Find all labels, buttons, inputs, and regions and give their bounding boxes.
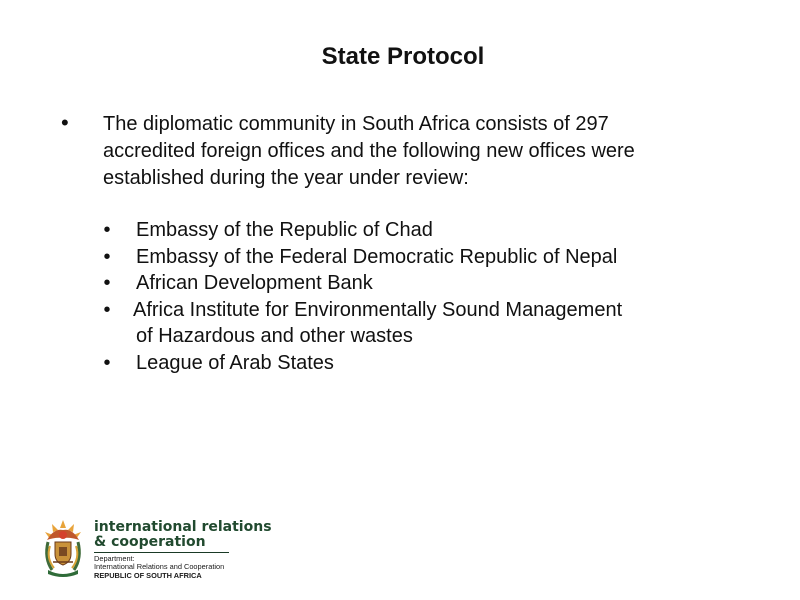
dirco-logo	[40, 518, 272, 580]
list-item	[99, 217, 639, 244]
org-name-line-1: international relations	[94, 519, 272, 535]
list-item	[99, 244, 639, 271]
bullet-icon: •	[103, 219, 111, 241]
main-bullet-icon: •	[61, 110, 69, 135]
office-name: Embassy of the Federal Democratic Republic of Nepal	[136, 245, 618, 268]
dept-line-1: Department:	[94, 554, 135, 563]
dept-line-2: International Relations and Cooperation	[94, 562, 225, 572]
dept-line-3: REPUBLIC OF SOUTH AFRICA	[94, 570, 202, 580]
org-name-line-2: & cooperation	[94, 534, 206, 550]
logo-divider	[94, 552, 229, 553]
list-item	[99, 297, 639, 350]
department-caption	[94, 555, 224, 580]
coat-of-arms-icon	[40, 518, 86, 580]
bullet-icon: •	[103, 272, 111, 294]
bullet-icon: •	[103, 245, 111, 268]
list-item	[99, 270, 639, 297]
office-name: League of Arab States	[136, 351, 334, 374]
intro-paragraph: The diplomatic community in South Africa consists of 297 accredited foreign offices and the following new offices were established during the year under review:	[103, 113, 635, 189]
bullet-icon: •	[103, 351, 111, 374]
bullet-icon: •	[103, 298, 111, 321]
list-item	[99, 350, 639, 377]
slide-title: State Protocol	[321, 43, 485, 70]
office-name: Africa Institute for Environmentally Sound Management of Hazardous and other wastes	[133, 298, 623, 347]
office-list	[99, 217, 639, 376]
office-name: Embassy of the Republic of Chad	[136, 219, 433, 241]
office-name: African Development Bank	[136, 272, 373, 294]
org-name	[94, 520, 272, 550]
